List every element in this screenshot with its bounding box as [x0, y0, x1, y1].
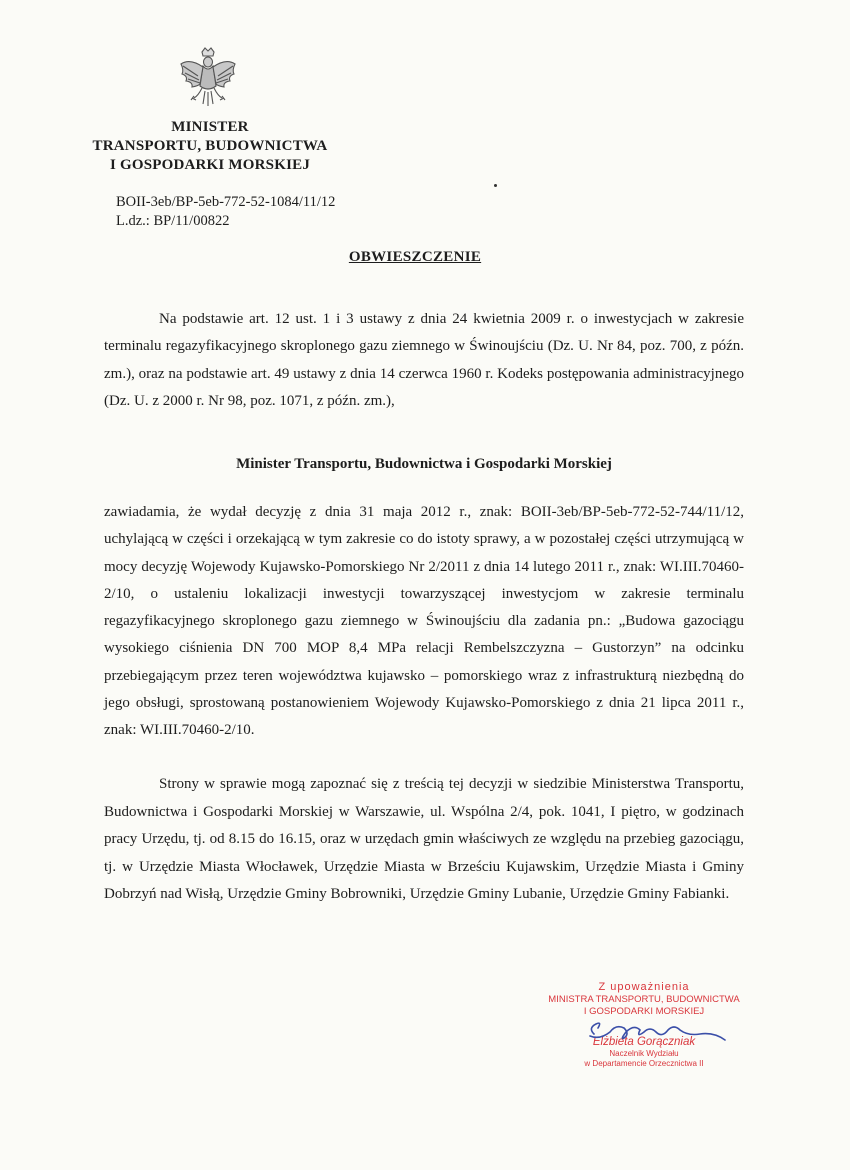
scan-speck	[494, 184, 497, 187]
stamp-line-3: I GOSPODARKI MORSKIEJ	[583, 1006, 705, 1017]
document-title: OBWIESZCZENIE	[348, 249, 482, 265]
stamp-line-1: Z upoważnienia	[598, 981, 690, 993]
ministry-line-3: I GOSPODARKI MORSKIEJ	[109, 157, 311, 173]
ministry-line-2: TRANSPORTU, BUDOWNICTWA	[92, 138, 328, 154]
paragraph-decision: zawiadamia, że wydał decyzję z dnia 31 maja 2012 r., znak: BOII-3eb/BP-5eb-772-52-744/11/12, uchylającą w części i orzekającą w tym zakresie co do istoty sprawy, a w pozostałej części utrzymującą w mocy decyzję Wojewody Kujawsko-Pomorskiego Nr 2/2011 z dnia 14 lutego 2011 r., znak: WI.III.70460-2/10, o ustaleniu lokalizacji inwestycji towarzyszącej inwestycjom w zakresie terminalu regazyfikacyjnego skroplonego gazu ziemnego w Świnoujściu dla zadania pn.: „Budowa gazociągu wysokiego ciśnienia DN 700 MOP 8,4 MPa relacji Rembelszczyzna – Gustorzyn” na odcinku przebiegającym przez teren województwa kujawsko – pomorskiego wraz z infrastrukturą niezbędną do jego obsługi, sprostowaną postanowieniem Wojewody Kujawsko-Pomorskiego z dnia 21 lipca 2011 r., znak: WI.III.70460-2/10.	[104, 504, 744, 739]
stamp-position-1: Naczelnik Wydziału	[609, 1049, 679, 1058]
paragraph-legal-basis: Na podstawie art. 12 ust. 1 i 3 ustawy z dnia 24 kwietnia 2009 r. o inwestycjach w zakresie terminalu regazyfikacyjnego skroplonego gazu ziemnego w Świnoujściu (Dz. U. Nr 84, poz. 700, z późn. zm.), oraz na podstawie art. 49 ustawy z dnia 14 czerwca 1960 r. Kodeks postępowania administracyjnego (Dz. U. z 2000 r. Nr 98, poz. 1071, z późn. zm.),	[104, 311, 744, 409]
issuer-heading: Minister Transportu, Budownictwa i Gospodarki Morskiej	[236, 456, 612, 472]
polish-eagle-emblem-icon	[178, 46, 238, 108]
ministry-header	[80, 118, 340, 175]
paragraph-access: Strony w sprawie mogą zapoznać się z treścią tej decyzji w siedzibie Ministerstwa Transportu, Budownictwa i Gospodarki Morskiej w Warszawie, ul. Wspólna 2/4, pok. 1041, I piętro, w godzinach pracy Urzędu, tj. od 8.15 do 16.15, oraz w urzędach gmin właściwych ze względu na przebieg gazociągu, tj. w Urzędzie Miasta Włocławek, Urzędzie Miasta w Brześciu Kujawskim, Urzędzie Miasta i Gminy Dobrzyń nad Wisłą, Urzędzie Gminy Bobrowniki, Urzędzie Gminy Lubanie, Urzędzie Gminy Fabianki.	[104, 776, 744, 902]
journal-number: L.dz.: BP/11/00822	[116, 213, 230, 229]
reference-number: BOII-3eb/BP-5eb-772-52-1084/11/12	[116, 194, 336, 210]
handwritten-signature	[580, 1010, 730, 1052]
stamp-position-2: w Departamencie Orzecznictwa II	[584, 1059, 704, 1068]
stamp-signatory-name: Elżbieta Gorączniak	[592, 1036, 696, 1048]
ministry-line-1: MINISTER	[171, 119, 249, 135]
stamp-line-2: MINISTRA TRANSPORTU, BUDOWNICTWA	[548, 994, 740, 1005]
reference-block	[116, 193, 335, 231]
